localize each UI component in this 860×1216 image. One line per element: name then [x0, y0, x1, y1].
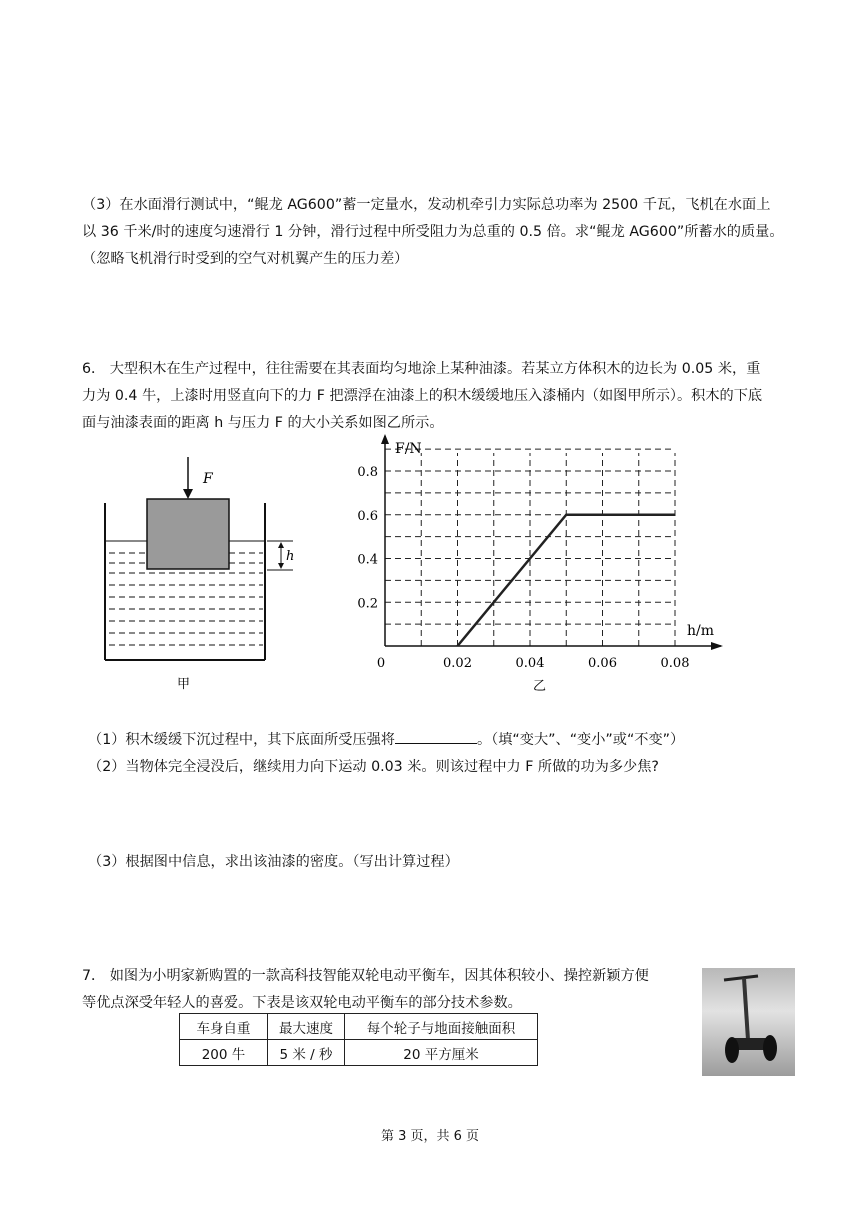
y-tick-label: 0.2	[357, 596, 378, 612]
q6-part1	[88, 727, 684, 754]
q7-stem	[82, 963, 687, 1017]
x-tick-label: 0.04	[515, 656, 545, 671]
x-tick-label: 0.06	[588, 656, 617, 671]
q6-stem	[82, 356, 812, 437]
q6-line2: 力为 0.4 牛，上漆时用竖直向下的力 F 把漂浮在油漆上的积木缓缓地压入漆桶内（如图甲所示）。积木的下底	[82, 388, 763, 404]
figure-graph	[345, 432, 735, 694]
table-header: 车身自重	[180, 1014, 268, 1040]
origin-label: 0	[376, 656, 386, 671]
y-tick-label: 0.8	[357, 465, 378, 480]
caption-yi: 乙	[533, 679, 547, 694]
y-tick-label: 0.4	[357, 552, 378, 568]
spec-table	[179, 1013, 538, 1066]
table-cell: 5 米 / 秒	[268, 1040, 345, 1066]
x-tick-label: 0.08	[660, 656, 690, 671]
x-axis-label: h/m	[687, 623, 715, 639]
page-footer: 第 3 页，共 6 页	[380, 1129, 480, 1144]
x-tick-label: 0.02	[443, 656, 472, 671]
y-axis-label: F/N	[395, 441, 422, 457]
table-header: 最大速度	[268, 1014, 345, 1040]
q6-line1: 6． 大型积木在生产过程中，往往需要在其表面均匀地涂上某种油漆。若某立方体积木的边长为 0.05 米，重	[82, 361, 761, 377]
y-tick-label: 0.6	[357, 508, 378, 524]
chart-grid	[385, 449, 675, 646]
block	[147, 499, 229, 569]
figure-container	[95, 455, 315, 695]
q6-part1-a: （1）积木缓缓下沉过程中，其下底面所受压强将	[88, 732, 395, 748]
q6-line3: 面与油漆表面的距离 h 与压力 F 的大小关系如图乙所示。	[82, 415, 444, 431]
caption-jia: 甲	[177, 677, 191, 692]
answer-blank[interactable]	[395, 729, 477, 744]
h-label: h	[286, 549, 295, 564]
table-cell: 20 平方厘米	[345, 1040, 538, 1066]
q7-line2: 等优点深受年轻人的喜爱。下表是该双轮电动平衡车的部分技术参数。	[82, 995, 522, 1011]
q7-line1: 7． 如图为小明家新购置的一款高科技智能双轮电动平衡车，因其体积较小、操控新颖方便	[82, 968, 649, 984]
q6-part2: （2）当物体完全浸没后，继续用力向下运动 0.03 米。则该过程中力 F 所做的功为多少焦?	[88, 759, 659, 775]
q6-part3: （3）根据图中信息，求出该油漆的密度。（写出计算过程）	[88, 854, 459, 870]
q5-part3	[82, 192, 812, 273]
q5-line3: （忽略飞机滑行时受到的空气对机翼产生的压力差）	[82, 251, 409, 267]
balance-scooter-photo	[702, 968, 795, 1076]
force-label: F	[203, 471, 213, 487]
table-cell: 200 牛	[180, 1040, 268, 1066]
table-header: 每个轮子与地面接触面积	[345, 1014, 538, 1040]
q6-part1-b: 。（填“变大”、“变小”或“不变”）	[476, 732, 685, 748]
q5-line1: （3）在水面滑行测试中，“鲲龙 AG600”蓄一定量水，发动机牵引力实际总功率为 2500 千瓦，飞机在水面上	[82, 197, 771, 213]
q5-line2: 以 36 千米/时的速度匀速滑行 1 分钟，滑行过程中所受阻力为总重的 0.5 倍。求“鲲龙 AG600”所蓄水的质量。	[82, 224, 784, 240]
